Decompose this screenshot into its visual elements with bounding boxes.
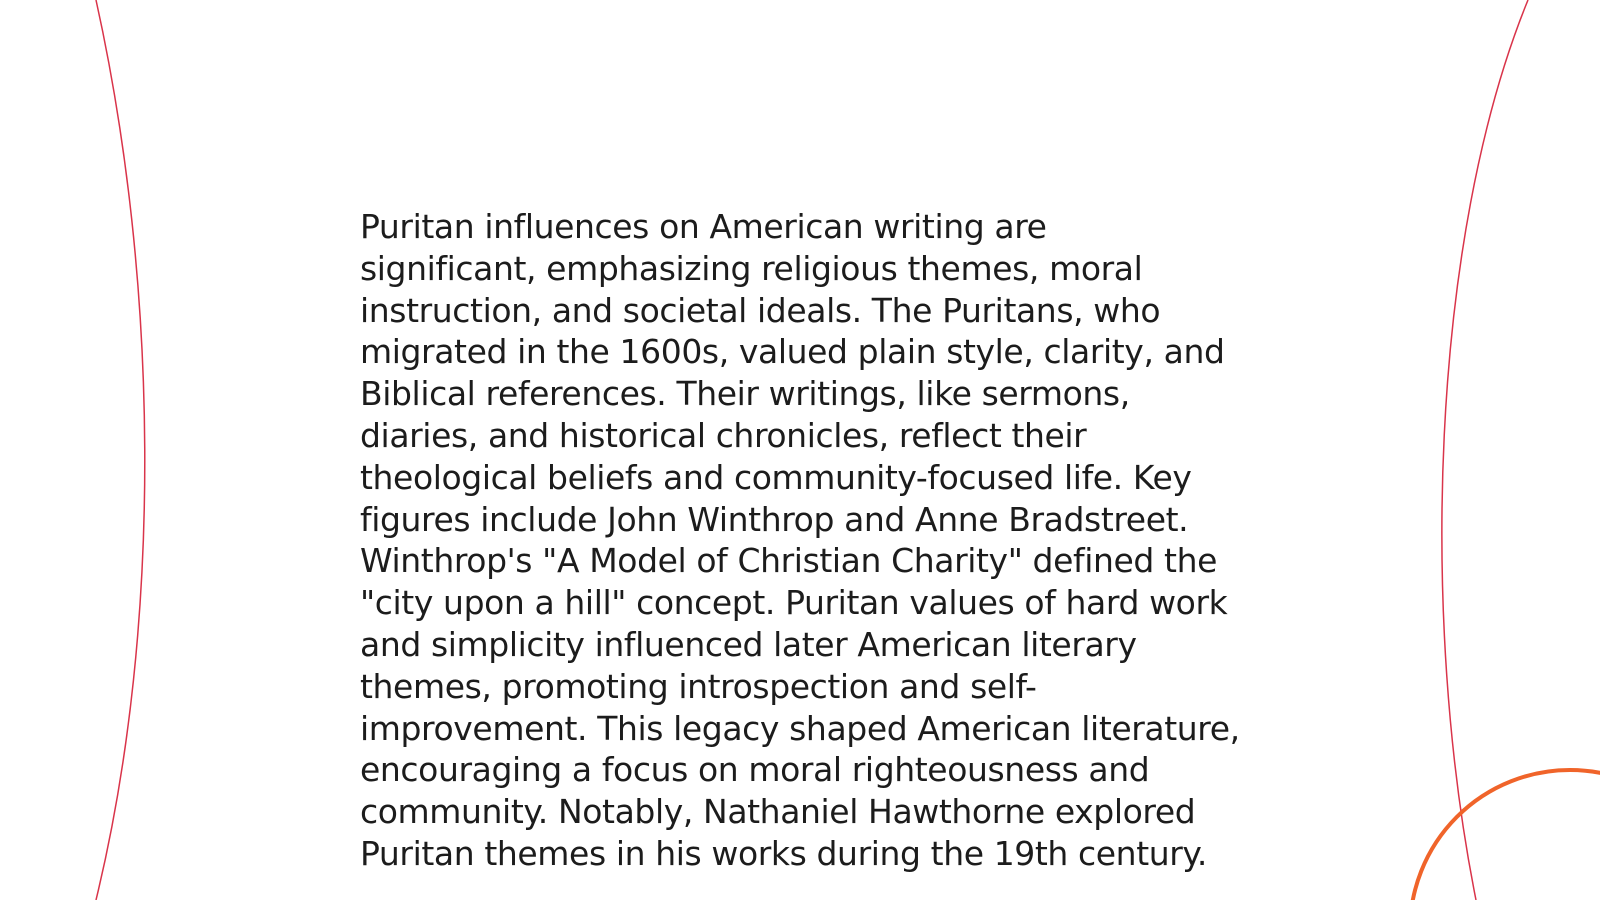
paragraph-line: "city upon a hill" concept. Puritan values of hard work (360, 583, 1228, 623)
paragraph-line: Puritan themes in his works during the 19th century. (360, 833, 1207, 873)
paragraph-line: figures include John Winthrop and Anne Bradstreet. (360, 499, 1189, 539)
paragraph-line: and simplicity influenced later American literary (360, 624, 1137, 664)
left-curve-line (96, 0, 145, 900)
paragraph-line: instruction, and societal ideals. The Puritans, who (360, 290, 1161, 330)
accent-circle-arc (1410, 770, 1600, 900)
paragraph-line: community. Notably, Nathaniel Hawthorne explored (360, 792, 1196, 832)
paragraph-line: migrated in the 1600s, valued plain style, clarity, and (360, 332, 1225, 372)
right-curve-line (1442, 0, 1528, 900)
paragraph-line: diaries, and historical chronicles, reflect their (360, 415, 1087, 455)
paragraph-line: Biblical references. Their writings, like sermons, (360, 374, 1130, 414)
paragraph-line: Winthrop's "A Model of Christian Charity" defined the (360, 541, 1218, 581)
paragraph-line: encouraging a focus on moral righteousness and (360, 750, 1150, 790)
body-paragraph (360, 206, 1260, 875)
paragraph-line: themes, promoting introspection and self- (360, 666, 1037, 706)
paragraph-line: theological beliefs and community-focused life. Key (360, 457, 1192, 497)
paragraph-line: improvement. This legacy shaped American literature, (360, 708, 1240, 748)
paragraph-line: significant, emphasizing religious themes, moral (360, 248, 1143, 288)
paragraph-line: Puritan influences on American writing are (360, 207, 1047, 246)
